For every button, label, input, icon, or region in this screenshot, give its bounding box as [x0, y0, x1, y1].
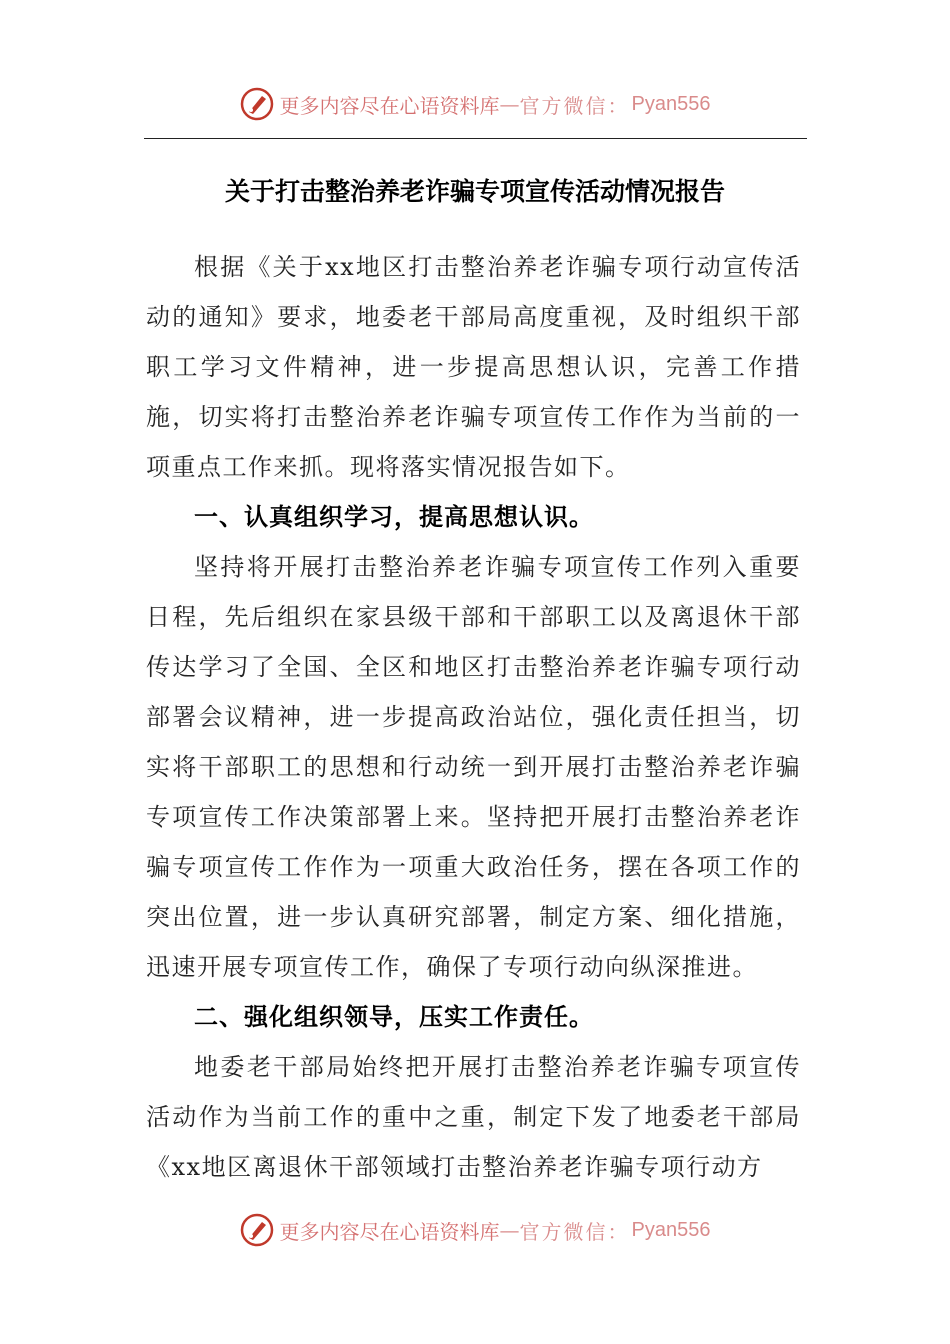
pen-logo-icon — [240, 87, 274, 121]
section-heading: 二、强化组织领导，压实工作责任。 — [194, 1003, 594, 1031]
banner-wechat-id: Pyan556 — [631, 1218, 711, 1241]
banner-wechat-label: 官方微信： — [519, 93, 630, 118]
header-divider — [144, 138, 807, 139]
banner-wechat-label: 官方微信： — [519, 1219, 630, 1244]
footer-banner — [0, 1208, 950, 1252]
banner-main-text: 更多内容尽在心语资料库 — [279, 93, 500, 118]
document-title: 关于打击整治养老诈骗专项宣传活动情况报告 — [224, 177, 725, 206]
banner-separator: — — [499, 1218, 520, 1242]
banner-separator: — — [499, 92, 520, 116]
pen-logo-icon — [240, 1213, 274, 1247]
body-paragraph: 根据《关于xx地区打击整治养老诈骗专项行动宣传活动的通知》要求，地委老干部局高度重视，及时组织干部职工学习文件精神，进一步提高思想认识，完善工作措施，切实将打击整治养老诈骗专项宣传工作作为当前的一项重点工作来抓。现将落实情况报告如下。 — [146, 253, 801, 481]
section-heading: 一、认真组织学习，提高思想认识。 — [194, 503, 594, 531]
body-paragraph: 地委老干部局始终把开展打击整治养老诈骗专项宣传活动作为当前工作的重中之重，制定下发了地委老干部局《xx地区离退休干部领域打击整治养老诈骗专项行动方 — [146, 1053, 801, 1181]
banner-wechat-id: Pyan556 — [631, 92, 711, 115]
body-paragraph: 坚持将开展打击整治养老诈骗专项宣传工作列入重要日程，先后组织在家县级干部和干部职工以及离退休干部传达学习了全国、全区和地区打击整治养老诈骗专项行动部署会议精神，进一步提高政治站位，强化责任担当，切实将干部职工的思想和行动统一到开展打击整治养老诈骗专项宣传工作决策部署上来。坚持把开展打击整治养老诈骗专项宣传工作作为一项重大政治任务，摆在各项工作的突出位置，进一步认真研究部署，制定方案、细化措施，迅速开展专项宣传工作，确保了专项行动向纵深推进。 — [146, 553, 801, 981]
document-body — [146, 242, 801, 1192]
header-banner — [0, 82, 950, 126]
banner-main-text: 更多内容尽在心语资料库 — [279, 1219, 500, 1244]
